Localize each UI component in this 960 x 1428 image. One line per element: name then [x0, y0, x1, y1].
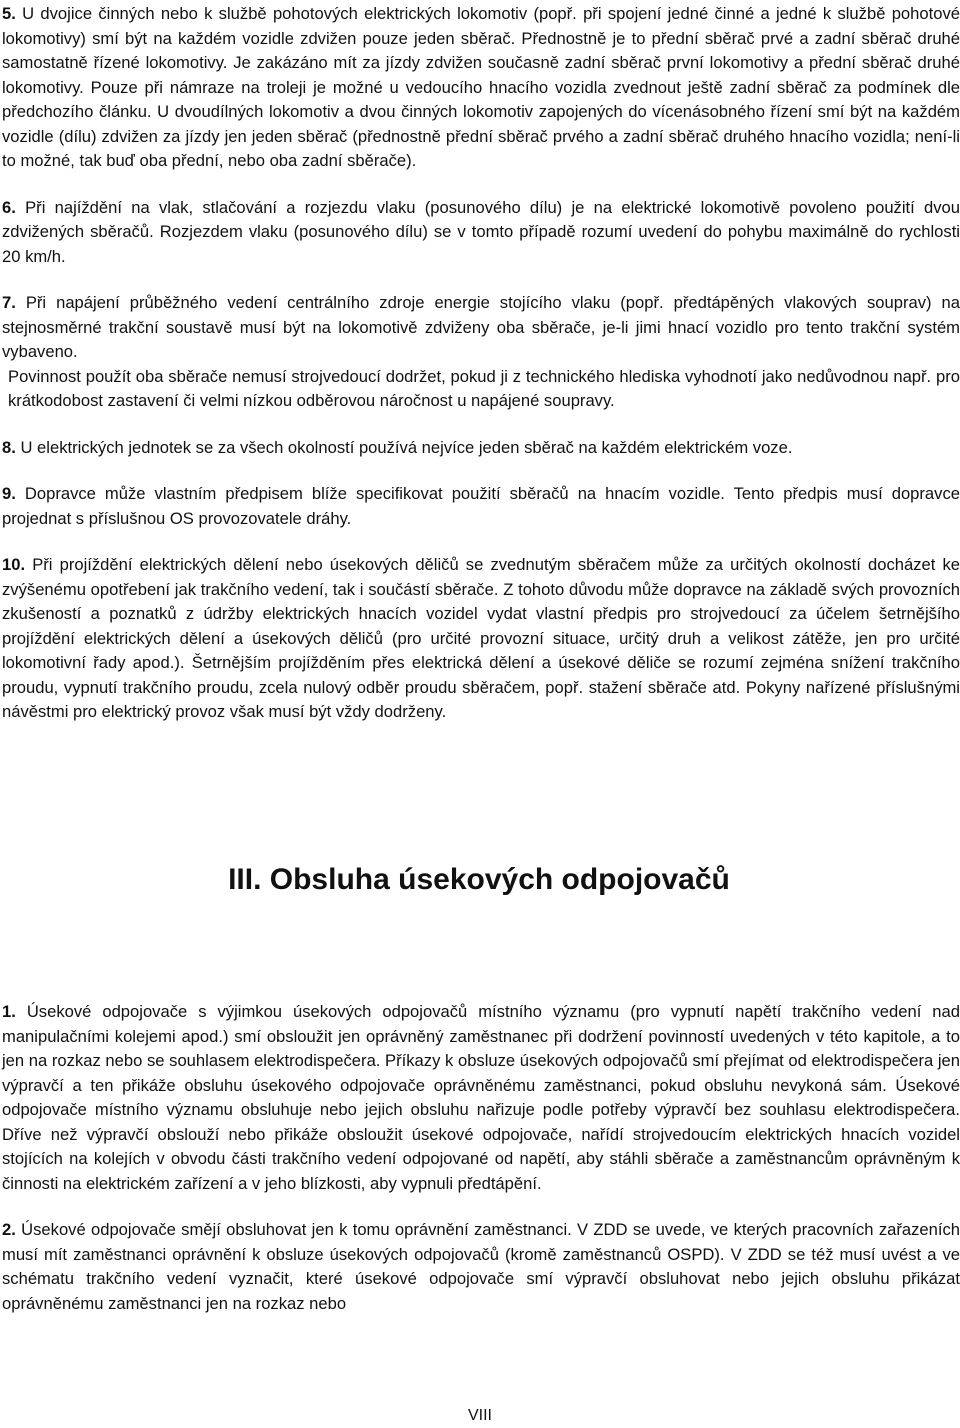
page-number: VIII: [467, 1407, 492, 1424]
document-body-top: [2, 2, 960, 725]
paragraph-9: [2, 482, 960, 531]
paragraph-number: 2.: [2, 1220, 16, 1239]
paragraph-1: [2, 1000, 960, 1196]
paragraph-7-continuation: [2, 365, 960, 414]
spacer: [2, 414, 960, 436]
spacer: [2, 174, 960, 196]
paragraph-number: 1.: [2, 1002, 16, 1021]
paragraph-number: 10.: [2, 555, 26, 574]
paragraph-5: [2, 2, 960, 174]
paragraph-number: 6.: [2, 197, 16, 217]
paragraph-8: [2, 436, 960, 461]
spacer: [2, 269, 960, 291]
paragraph-text: Při najíždění na vlak, stlačování a rozjezdu vlaku (posunového dílu) je na elektrické lokomotivě povoleno použití dvou zdvižených sběračů. Rozjezdem vlaku (posunového dílu) se v tomto případě rozumí uvedení do pohybu maximálně do rychlosti 20 km/h.: [2, 197, 960, 266]
paragraph-text: U dvojice činných nebo k službě pohotových elektrických lokomotiv (popř. při spojení jedné činné a jedné k službě pohotové lokomotivy) smí být na každém vozidle zdvižen pouze jeden sběrač. Přednostně je to přední sběrač prvé a zadní sběrač druhé samostatně řízené lokomotivy. Je zakázáno mít za jízdy zdvižen současně zadní sběrač první lokomotivy a přední sběrač druhé lokomotivy. Pouze při námraze na troleji je možné u vedoucího hnacího vozidla zvednout ještě zadní sběrač za podmínek dle předchozího článku. U dvoudílných lokomotiv a dvou činných lokomotiv zapojených do vícenásobného řízení smí být na každém vozidle (dílu) zdvižen za jízdy jen jeden sběrač (přednostně přední sběrač prvého a zadní sběrač druhého hnacího vozidla; není-li to možné, tak buď oba přední, nebo oba zadní sběrače).: [2, 4, 960, 170]
paragraph-text: Povinnost použít oba sběrače nemusí strojvedoucí dodržet, pokud ji z technického hlediska vyhodnotí jako nedůvodnou např. pro krátkodobost zastavení či velmi nízkou odběrovou náročnost u napájené soupravy.: [8, 366, 960, 410]
paragraph-text: U elektrických jednotek se za všech okolností používá nejvíce jeden sběrač na každém elektrickém voze.: [15, 437, 793, 457]
paragraph-number: 7.: [2, 293, 16, 312]
paragraph-text: Úsekové odpojovače smějí obsluhovat jen k tomu oprávnění zaměstnanci. V ZDD se uvede, ve kterých pracovních zařazeních musí mít zaměstnanci oprávnění k obsluze úsekových odpojovačů (kromě zaměstnanců OSPD). V ZDD se též musí uvést a ve schématu trakčního vedení vyznačit, které úsekové odpojovače smí výpravčí obsluhovat nebo jejich obsluhu přikázat oprávněnému zaměstnanci jen na rozkaz nebo: [2, 1220, 960, 1313]
paragraph-number: 8.: [2, 437, 16, 457]
paragraph-number: 5.: [2, 4, 16, 23]
paragraph-2: [2, 1218, 960, 1316]
chapter-title: III. Obsluha úsekových odpojovačů: [228, 863, 730, 896]
spacer: [2, 531, 960, 553]
paragraph-6: [2, 196, 960, 270]
document-body-bottom: [2, 1000, 960, 1316]
paragraph-7: [2, 291, 960, 365]
paragraph-number: 9.: [2, 484, 16, 503]
paragraph-text: Dopravce může vlastním předpisem blíže specifikovat použití sběračů na hnacím vozidle. Tento předpis musí dopravce projednat s příslušnou OS provozovatele dráhy.: [2, 484, 960, 528]
paragraph-text: Při napájení průběžného vedení centrálního zdroje energie stojícího vlaku (popř. předtápěných vlakových souprav) na stejnosměrné trakční soustavě musí být na lokomotivě zdviženy oba sběrače, je-li jimi hnací vozidlo pro tento trakční systém vybaveno.: [2, 293, 960, 361]
spacer: [2, 460, 960, 482]
paragraph-10: [2, 553, 960, 725]
paragraph-text: Při projíždění elektrických dělení nebo úsekových děličů se zvednutým sběračem může za určitých okolností docházet ke zvýšenému opotřebení jak trakčního vedení, tak i součástí sběrače. Z tohoto důvodu může dopravce na základě svých provozních zkušeností a poznatků z údržby elektrických hnacích vozidel vydat vlastní předpis pro strojvedoucí za účelem šetrnějšího projíždění elektrických dělení a úsekových děličů (pro určité provozní situace, určitý druh a velikost zátěže, jen pro určité lokomotivní řady apod.). Šetrnějším projížděním přes elektrická dělení a úsekové děliče se rozumí zejména snížení trakčního proudu, vypnutí trakčního proudu, zcela nulový odběr proudu sběračem, popř. stažení sběrače atd. Pokyny nařízené příslušnými návěstmi pro elektrický provoz však musí být vždy dodrženy.: [2, 555, 960, 721]
paragraph-text: Úsekové odpojovače s výjimkou úsekových odpojovačů místního významu (pro vypnutí napětí trakčního vedení nad manipulačními kolejemi apod.) smí obsloužit jen oprávněný zaměstnanec při dodržení povinností uvedených v této kapitole, a to jen na rozkaz nebo se souhlasem elektrodispečera. Příkazy k obsluze úsekových odpojovačů smí přejímat od elektrodispečera jen výpravčí a ten přikáže obsluhu úsekového odpojovače oprávněnému zaměstnanci, pokud obsluhu nevykoná sám. Úsekové odpojovače místního významu obsluhuje nebo jejich obsluhu nařizuje podle potřeby výpravčí bez souhlasu elektrodispečera. Dříve než výpravčí obslouží nebo přikáže obsloužit úsekové odpojovače, nařídí strojvedoucím elektrických hnacích vozidel stojících na kolejích v obvodu části trakčního vedení odpojované od napětí, aby stáhli sběrače a zaměstnancům oprávněným k činnosti na elektrickém zařízení a v jeho blízkosti, aby vypnuli předtápění.: [2, 1002, 960, 1193]
spacer: [2, 1196, 960, 1218]
